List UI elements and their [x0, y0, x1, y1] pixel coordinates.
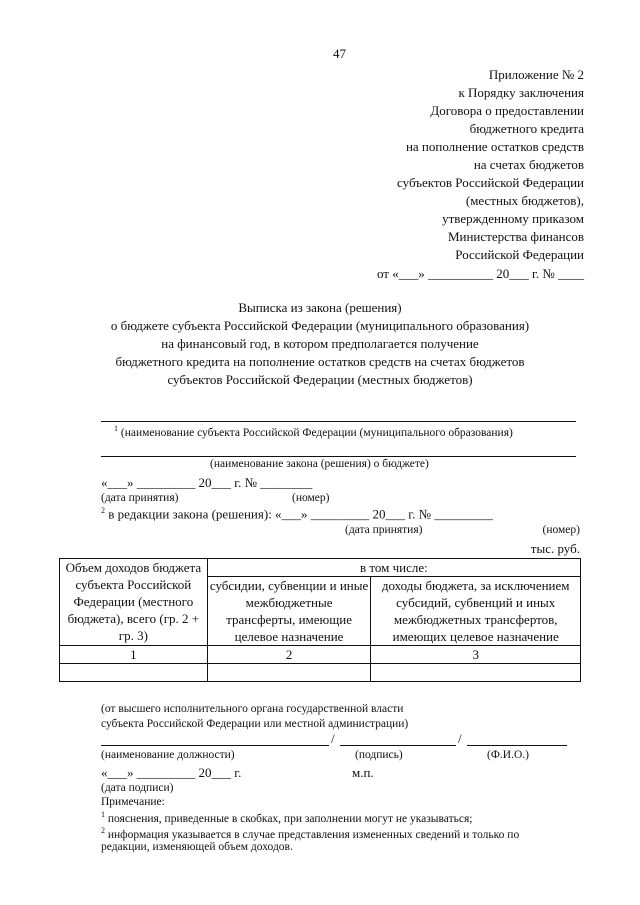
footnote-marker: 1 [114, 424, 118, 433]
fio-caption: (Ф.И.О.) [487, 749, 529, 761]
appendix-line: субъектов Российской Федерации [397, 175, 584, 190]
group-header: в том числе: [207, 559, 580, 577]
subject-name-caption [114, 424, 513, 439]
table-row [60, 664, 581, 682]
edition-date-caption: (дата принятия) [345, 524, 423, 536]
appendix-line: к Порядку заключения [458, 85, 584, 100]
appendix-line: утвержденному приказом [442, 211, 584, 226]
notes-heading: Примечание: [101, 796, 165, 808]
title-line: на финансовый год, в котором предполагается получение [161, 336, 479, 351]
edition-line [101, 506, 493, 522]
note-1-text: пояснения, приведенные в скобках, при заполнении могут не указываться; [107, 812, 473, 825]
note-2-continuation: редакции, изменяющей объем доходов. [101, 841, 293, 853]
title-line: о бюджете субъекта Российской Федерации (муниципального образования) [110, 318, 530, 333]
law-name-line [101, 456, 576, 457]
authority-caption: (от высшего исполнительного органа государственной власти [101, 703, 404, 715]
appendix-date-line: от «___» __________ 20___ г. № ____ [376, 266, 584, 281]
title-line: субъектов Российской Федерации (местных бюджетов) [167, 372, 473, 387]
page-number: 47 [333, 46, 346, 61]
footnote-marker: 2 [101, 826, 105, 835]
column-number: 1 [60, 646, 208, 664]
position-caption: (наименование должности) [101, 749, 235, 761]
appendix-line: бюджетного кредита [469, 121, 584, 136]
col1-header: Объем доходов бюджета субъекта Российской Федерации (местного бюджета), всего (гр. 2 + гр. 3) [60, 559, 208, 646]
signing-date-caption: (дата подписи) [101, 782, 174, 794]
adoption-date-line: «___» _________ 20___ г. № ________ [101, 475, 313, 490]
subject-name-line [101, 421, 576, 422]
note-2 [101, 826, 519, 841]
table-cell [371, 664, 581, 682]
appendix-line: Российской Федерации [455, 247, 584, 262]
edition-number-caption: (номер) [542, 524, 580, 536]
column-number-row [60, 646, 581, 664]
authority-caption: субъекта Российской Федерации или местной администрации) [101, 718, 409, 730]
fio-line [467, 745, 567, 746]
adoption-number-caption: (номер) [292, 492, 330, 504]
appendix-line: Министерства финансов [447, 229, 584, 244]
adoption-date-caption: (дата принятия) [101, 492, 179, 504]
note-2-text: информация указывается в случае представления измененных сведений и только по [107, 828, 520, 841]
appendix-line: (местных бюджетов), [465, 193, 584, 208]
slash-separator: / [331, 731, 335, 746]
col2-header: субсидии, субвенции и иные межбюджетные трансферты, имеющие целевое назначение [207, 577, 371, 646]
column-number: 2 [207, 646, 371, 664]
title-line: Выписка из закона (решения) [238, 300, 402, 315]
slash-separator: / [458, 731, 462, 746]
appendix-line: Приложение № 2 [488, 67, 584, 82]
footnote-marker: 2 [101, 506, 105, 515]
note-1 [101, 810, 472, 825]
column-number: 3 [371, 646, 581, 664]
appendix-line: Договора о предоставлении [430, 103, 584, 118]
signing-date-line: «___» _________ 20___ г. [101, 765, 242, 780]
col3-header: доходы бюджета, за исключением субсидий, субвенций и иных межбюджетных трансфертов, имеющих целевое назначение [371, 577, 581, 646]
title-line: бюджетного кредита на пополнение остатков средств на счетах бюджетов [115, 354, 525, 369]
signature-line [340, 745, 456, 746]
subject-caption-text: (наименование субъекта Российской Федерации (муниципального образования) [120, 426, 513, 439]
table-cell [207, 664, 371, 682]
table-cell [60, 664, 208, 682]
footnote-marker: 1 [101, 810, 105, 819]
stamp-label: м.п. [352, 765, 374, 780]
sign-caption: (подпись) [355, 749, 403, 761]
units-label: тыс. руб. [530, 541, 580, 556]
position-line [101, 745, 329, 746]
appendix-line: на счетах бюджетов [473, 157, 584, 172]
income-table [59, 558, 581, 682]
edition-text: в редакции закона (решения): «___» _________ 20___ г. № _________ [108, 506, 493, 522]
appendix-line: на пополнение остатков средств [405, 139, 584, 154]
law-name-caption: (наименование закона (решения) о бюджете) [210, 458, 429, 470]
